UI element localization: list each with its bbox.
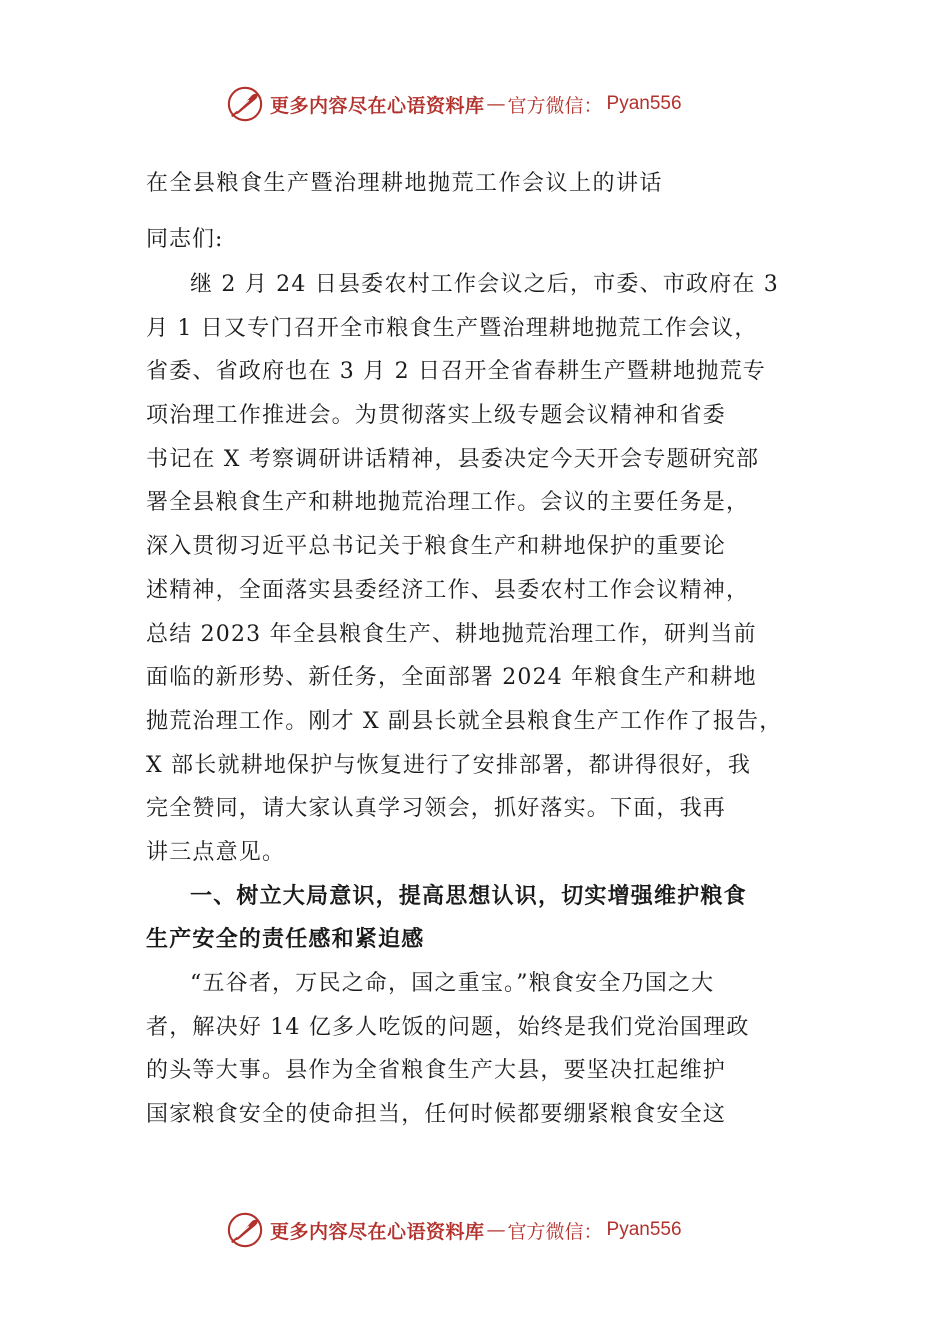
paragraph-line: 省委、省政府也在 3 月 2 日召开全省春耕生产暨耕地抛荒专 [146, 359, 766, 385]
quill-logo-icon [226, 85, 264, 123]
paragraph-line: 继 2 月 24 日县委农村工作会议之后，市委、市政府在 3 [190, 272, 779, 297]
banner-wechat-id: Pyan556 [606, 1219, 682, 1240]
footer-banner [226, 1210, 746, 1250]
document-title: 在全县粮食生产暨治理耕地抛荒工作会议上的讲话 [146, 171, 664, 196]
banner-dash: — [486, 93, 506, 115]
paragraph-line: “五谷者，万民之命，国之重宝。”粮食安全乃国之大 [190, 971, 715, 996]
quill-logo-icon [226, 1211, 264, 1249]
paragraph-line: X 部长就耕地保护与恢复进行了安排部署，都讲得很好，我 [146, 752, 752, 778]
banner-dash: — [486, 1219, 506, 1241]
paragraph-line: 者，解决好 14 亿多人吃饭的问题，始终是我们党治国理政 [146, 1014, 750, 1040]
section-heading-line: 一、树立大局意识，提高思想认识，切实增强维护粮食 [190, 882, 747, 909]
banner-wechat-id: Pyan556 [606, 93, 682, 114]
paragraph-line: 抛荒治理工作。刚才 X 副县长就全县粮食生产工作作了报告， [146, 708, 783, 734]
paragraph-line: 项治理工作推进会。为贯彻落实上级专题会议精神和省委 [146, 403, 727, 429]
paragraph-line: 深入贯彻习近平总书记关于粮食生产和耕地保护的重要论 [146, 534, 727, 560]
banner-wechat-label: 官方微信： [507, 1220, 603, 1243]
document-body [146, 263, 826, 1137]
paragraph-line: 书记在 X 考察调研讲话精神，县委决定今天开会专题研究部 [146, 446, 760, 472]
paragraph-line: 国家粮食安全的使命担当，任何时候都要绷紧粮食安全这 [146, 1102, 727, 1128]
paragraph-line: 面临的新形势、新任务，全面部署 2024 年粮食生产和耕地 [146, 665, 757, 691]
section-heading-line: 生产安全的责任感和紧迫感 [146, 926, 425, 953]
banner-text: 更多内容尽在心语资料库 [270, 1220, 485, 1243]
paragraph-line: 总结 2023 年全县粮食生产、耕地抛荒治理工作，研判当前 [146, 621, 757, 647]
salutation: 同志们: [146, 227, 224, 252]
paragraph-line: 署全县粮食生产和耕地抛荒治理工作。会议的主要任务是， [146, 490, 750, 516]
banner-wechat-label: 官方微信： [507, 94, 603, 117]
paragraph-line: 的头等大事。县作为全省粮食生产大县，要坚决扛起维护 [146, 1058, 727, 1084]
header-banner [226, 84, 746, 124]
banner-text: 更多内容尽在心语资料库 [270, 94, 485, 117]
paragraph-line: 讲三点意见。 [146, 839, 286, 865]
paragraph-line: 月 1 日又专门召开全市粮食生产暨治理耕地抛荒工作会议， [146, 315, 758, 341]
paragraph-line: 述精神，全面落实县委经济工作、县委农村工作会议精神， [146, 577, 750, 603]
paragraph-line: 完全赞同，请大家认真学习领会，抓好落实。下面，我再 [146, 796, 727, 822]
